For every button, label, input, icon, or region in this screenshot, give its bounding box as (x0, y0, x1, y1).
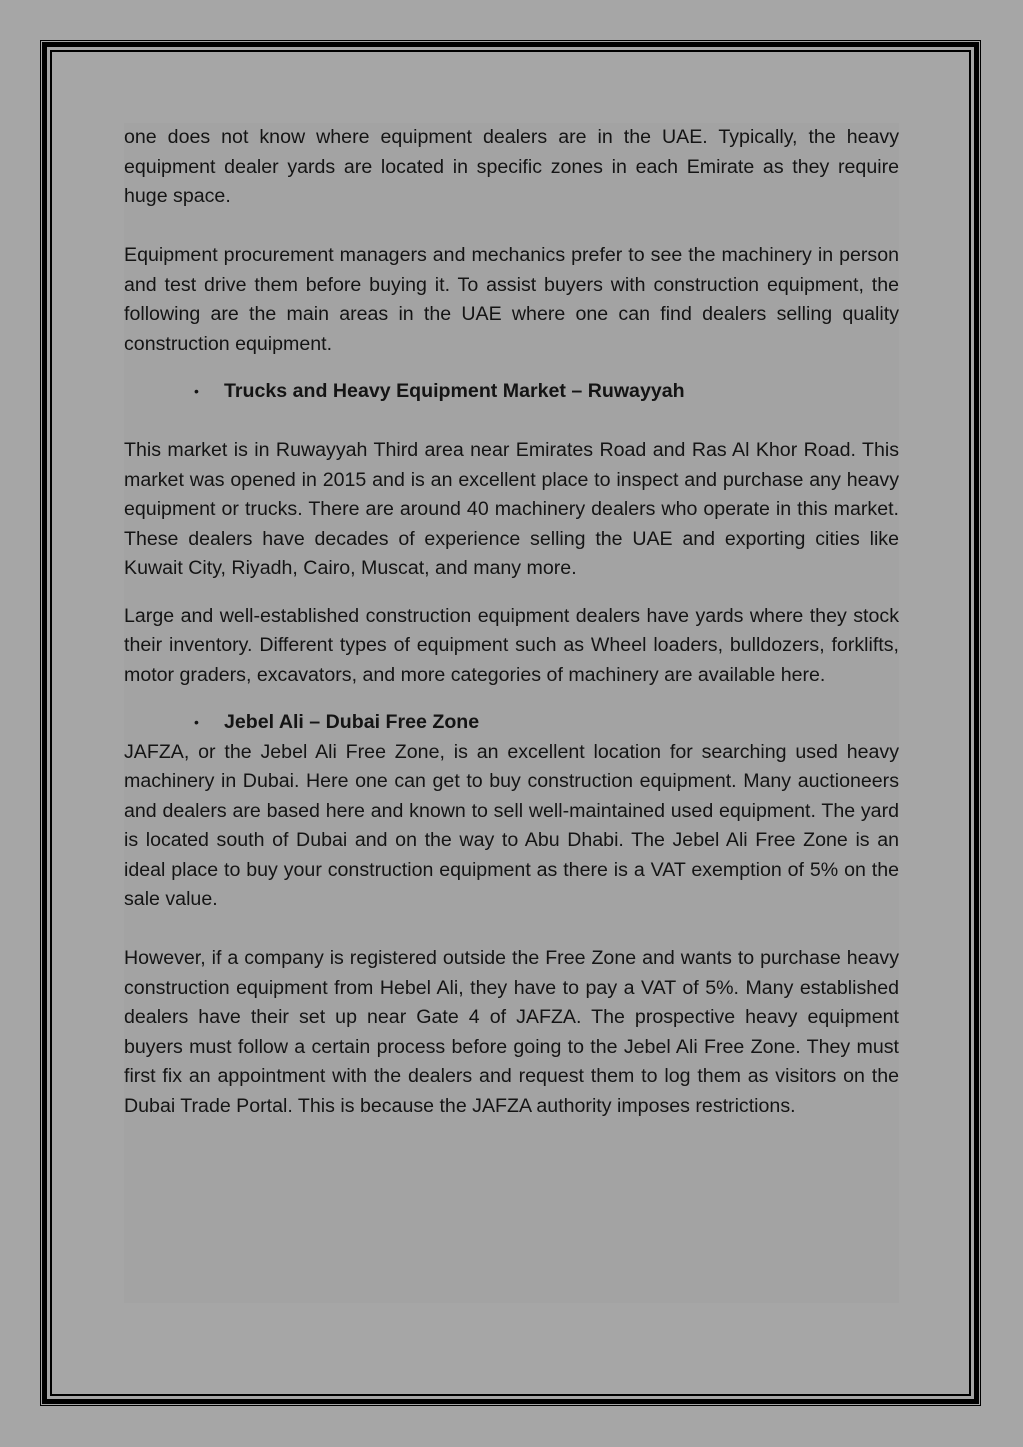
heading-ruwayyah (124, 377, 899, 407)
paragraph-jafza: JAFZA, or the Jebel Ali Free Zone, is an excellent location for searching used heavy machinery in Dubai. Here one can get to buy construction equipment. Many auctioneers and dealers are based here and known to sell well-maintained used equipment. The yard is located south of Dubai and on the way to Abu Dhabi. The Jebel Ali Free Zone is an ideal place to buy your construction equipment as there is a VAT exemption of 5% on the sale value. (124, 740, 899, 910)
bullet-icon: • (194, 383, 199, 399)
paragraph-procurement: Equipment procurement managers and mechanics prefer to see the machinery in person and test drive them before buying it. To assist buyers with construction equipment, the following are the main areas in the UAE where one can find dealers selling quality construction equipment. (124, 244, 899, 355)
bullet-icon: • (194, 714, 199, 730)
heading-jebel-ali-text: Jebel Ali – Dubai Free Zone (224, 711, 480, 733)
paragraph-ruwayyah-market: This market is in Ruwayyah Third area near Emirates Road and Ras Al Khor Road. This market was opened in 2015 and is an excellent place to inspect and purchase any heavy equipment or trucks. There are around 40 machinery dealers who operate in this market. These dealers have decades of experience selling the UAE and exporting cities like Kuwait City, Riyadh, Cairo, Muscat, and many more. (124, 439, 899, 579)
heading-ruwayyah-text: Trucks and Heavy Equipment Market – Ruwayyah (224, 380, 685, 402)
document-body (124, 123, 899, 1303)
paragraph-dealer-yards: Large and well-established construction equipment dealers have yards where they stock their inventory. Different types of equipment such as Wheel loaders, bulldozers, forklifts, motor graders, excavators, and more categories of machinery are available here. (124, 604, 899, 686)
heading-jebel-ali (124, 708, 899, 738)
paragraph-vat: However, if a company is registered outside the Free Zone and wants to purchase heavy construction equipment from Hebel Ali, they have to pay a VAT of 5%. Many established dealers have their set up near Gate 4 of JAFZA. The prospective heavy equipment buyers must follow a certain process before going to the Jebel Ali Free Zone. They must first fix an appointment with the dealers and request them to log them as visitors on the Dubai Trade Portal. This is because the JAFZA authority imposes restrictions. (124, 947, 899, 1117)
paragraph-intro: one does not know where equipment dealers are in the UAE. Typically, the heavy equipment dealer yards are located in specific zones in each Emirate as they require huge space. (124, 126, 899, 207)
